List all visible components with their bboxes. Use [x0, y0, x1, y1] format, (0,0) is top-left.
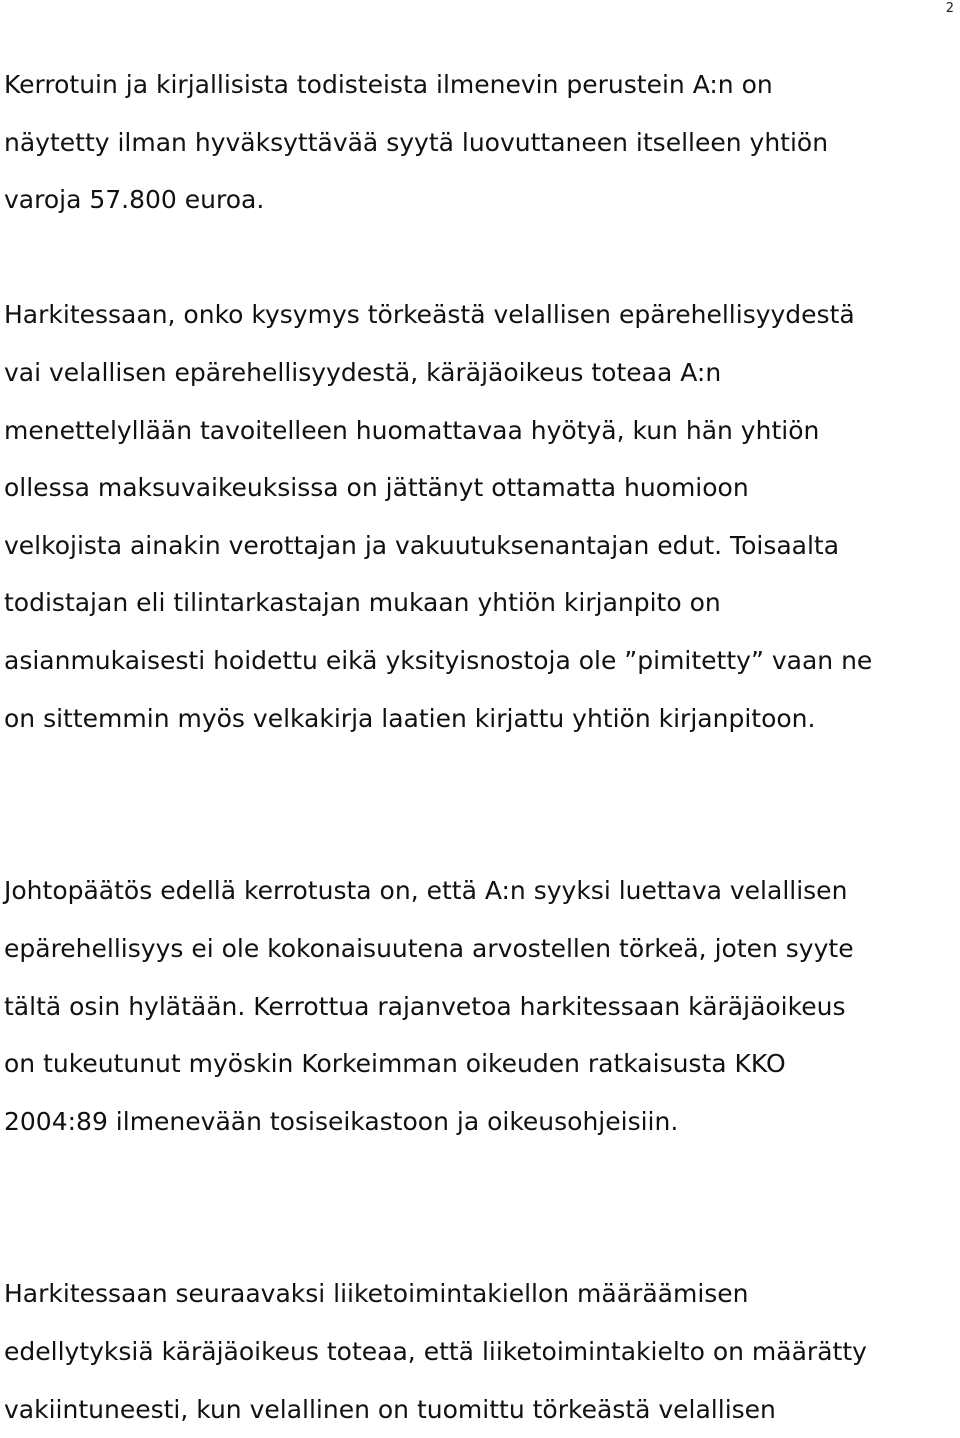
text-line: Harkitessaan, onko kysymys törkeästä velallisen epärehellisyydestä: [4, 300, 855, 330]
paragraph-4: [4, 1265, 956, 1438]
text-line: ollessa maksuvaikeuksissa on jättänyt ottamatta huomioon: [4, 473, 749, 503]
text-line: vai velallisen epärehellisyydestä, käräjäoikeus toteaa A:n: [4, 357, 722, 387]
text-line: näytetty ilman hyväksyttävää syytä luovuttaneen itselleen yhtiön: [4, 127, 829, 157]
paragraph-gap: [4, 1150, 956, 1208]
text-line: Harkitessaan seuraavaksi liiketoimintakiellon määräämisen: [4, 1279, 749, 1309]
paragraph-gap: [4, 747, 956, 805]
text-line: asianmukaisesti hoidettu eikä yksityisnostoja ole ”pimitetty” vaan ne: [4, 645, 873, 675]
text-line: velkojista ainakin verottajan ja vakuutuksenantajan edut. Toisaalta: [4, 530, 840, 560]
paragraph-gap: [4, 229, 956, 287]
text-line: edellytyksiä käräjäoikeus toteaa, että liiketoimintakielto on määrätty: [4, 1337, 867, 1367]
page-number: 2: [945, 1, 954, 16]
text-line: Kerrotuin ja kirjallisista todisteista ilmenevin perustein A:n on: [4, 70, 773, 99]
text-line: varoja 57.800 euroa.: [4, 185, 265, 215]
paragraph-3: [4, 862, 956, 1150]
text-line: 2004:89 ilmenevään tosiseikastoon ja oikeusohjeisiin.: [4, 1106, 679, 1136]
text-line: todistajan eli tilintarkastajan mukaan yhtiön kirjanpito on: [4, 588, 721, 618]
paragraph-2: [4, 286, 956, 747]
text-line: menettelyllään tavoitelleen huomattavaa hyötyä, kun hän yhtiön: [4, 415, 820, 445]
text-line: on tukeutunut myöskin Korkeimman oikeuden ratkaisusta KKO: [4, 1049, 786, 1079]
text-line: epärehellisyys ei ole kokonaisuutena arvostellen törkeä, joten syyte: [4, 933, 854, 963]
text-line: vakiintuneesti, kun velallinen on tuomittu törkeästä velallisen: [4, 1394, 776, 1424]
paragraph-gap: [4, 805, 956, 863]
paragraph-gap: [4, 1208, 956, 1266]
text-line: tältä osin hylätään. Kerrottua rajanvetoa harkitessaan käräjäoikeus: [4, 991, 846, 1021]
text-line: Johtopäätös edellä kerrotusta on, että A:n syyksi luettava velallisen: [4, 876, 848, 906]
text-line: on sittemmin myös velkakirja laatien kirjattu yhtiön kirjanpitoon.: [4, 703, 816, 733]
paragraph-1: [4, 56, 956, 229]
document-body: [4, 56, 956, 1438]
